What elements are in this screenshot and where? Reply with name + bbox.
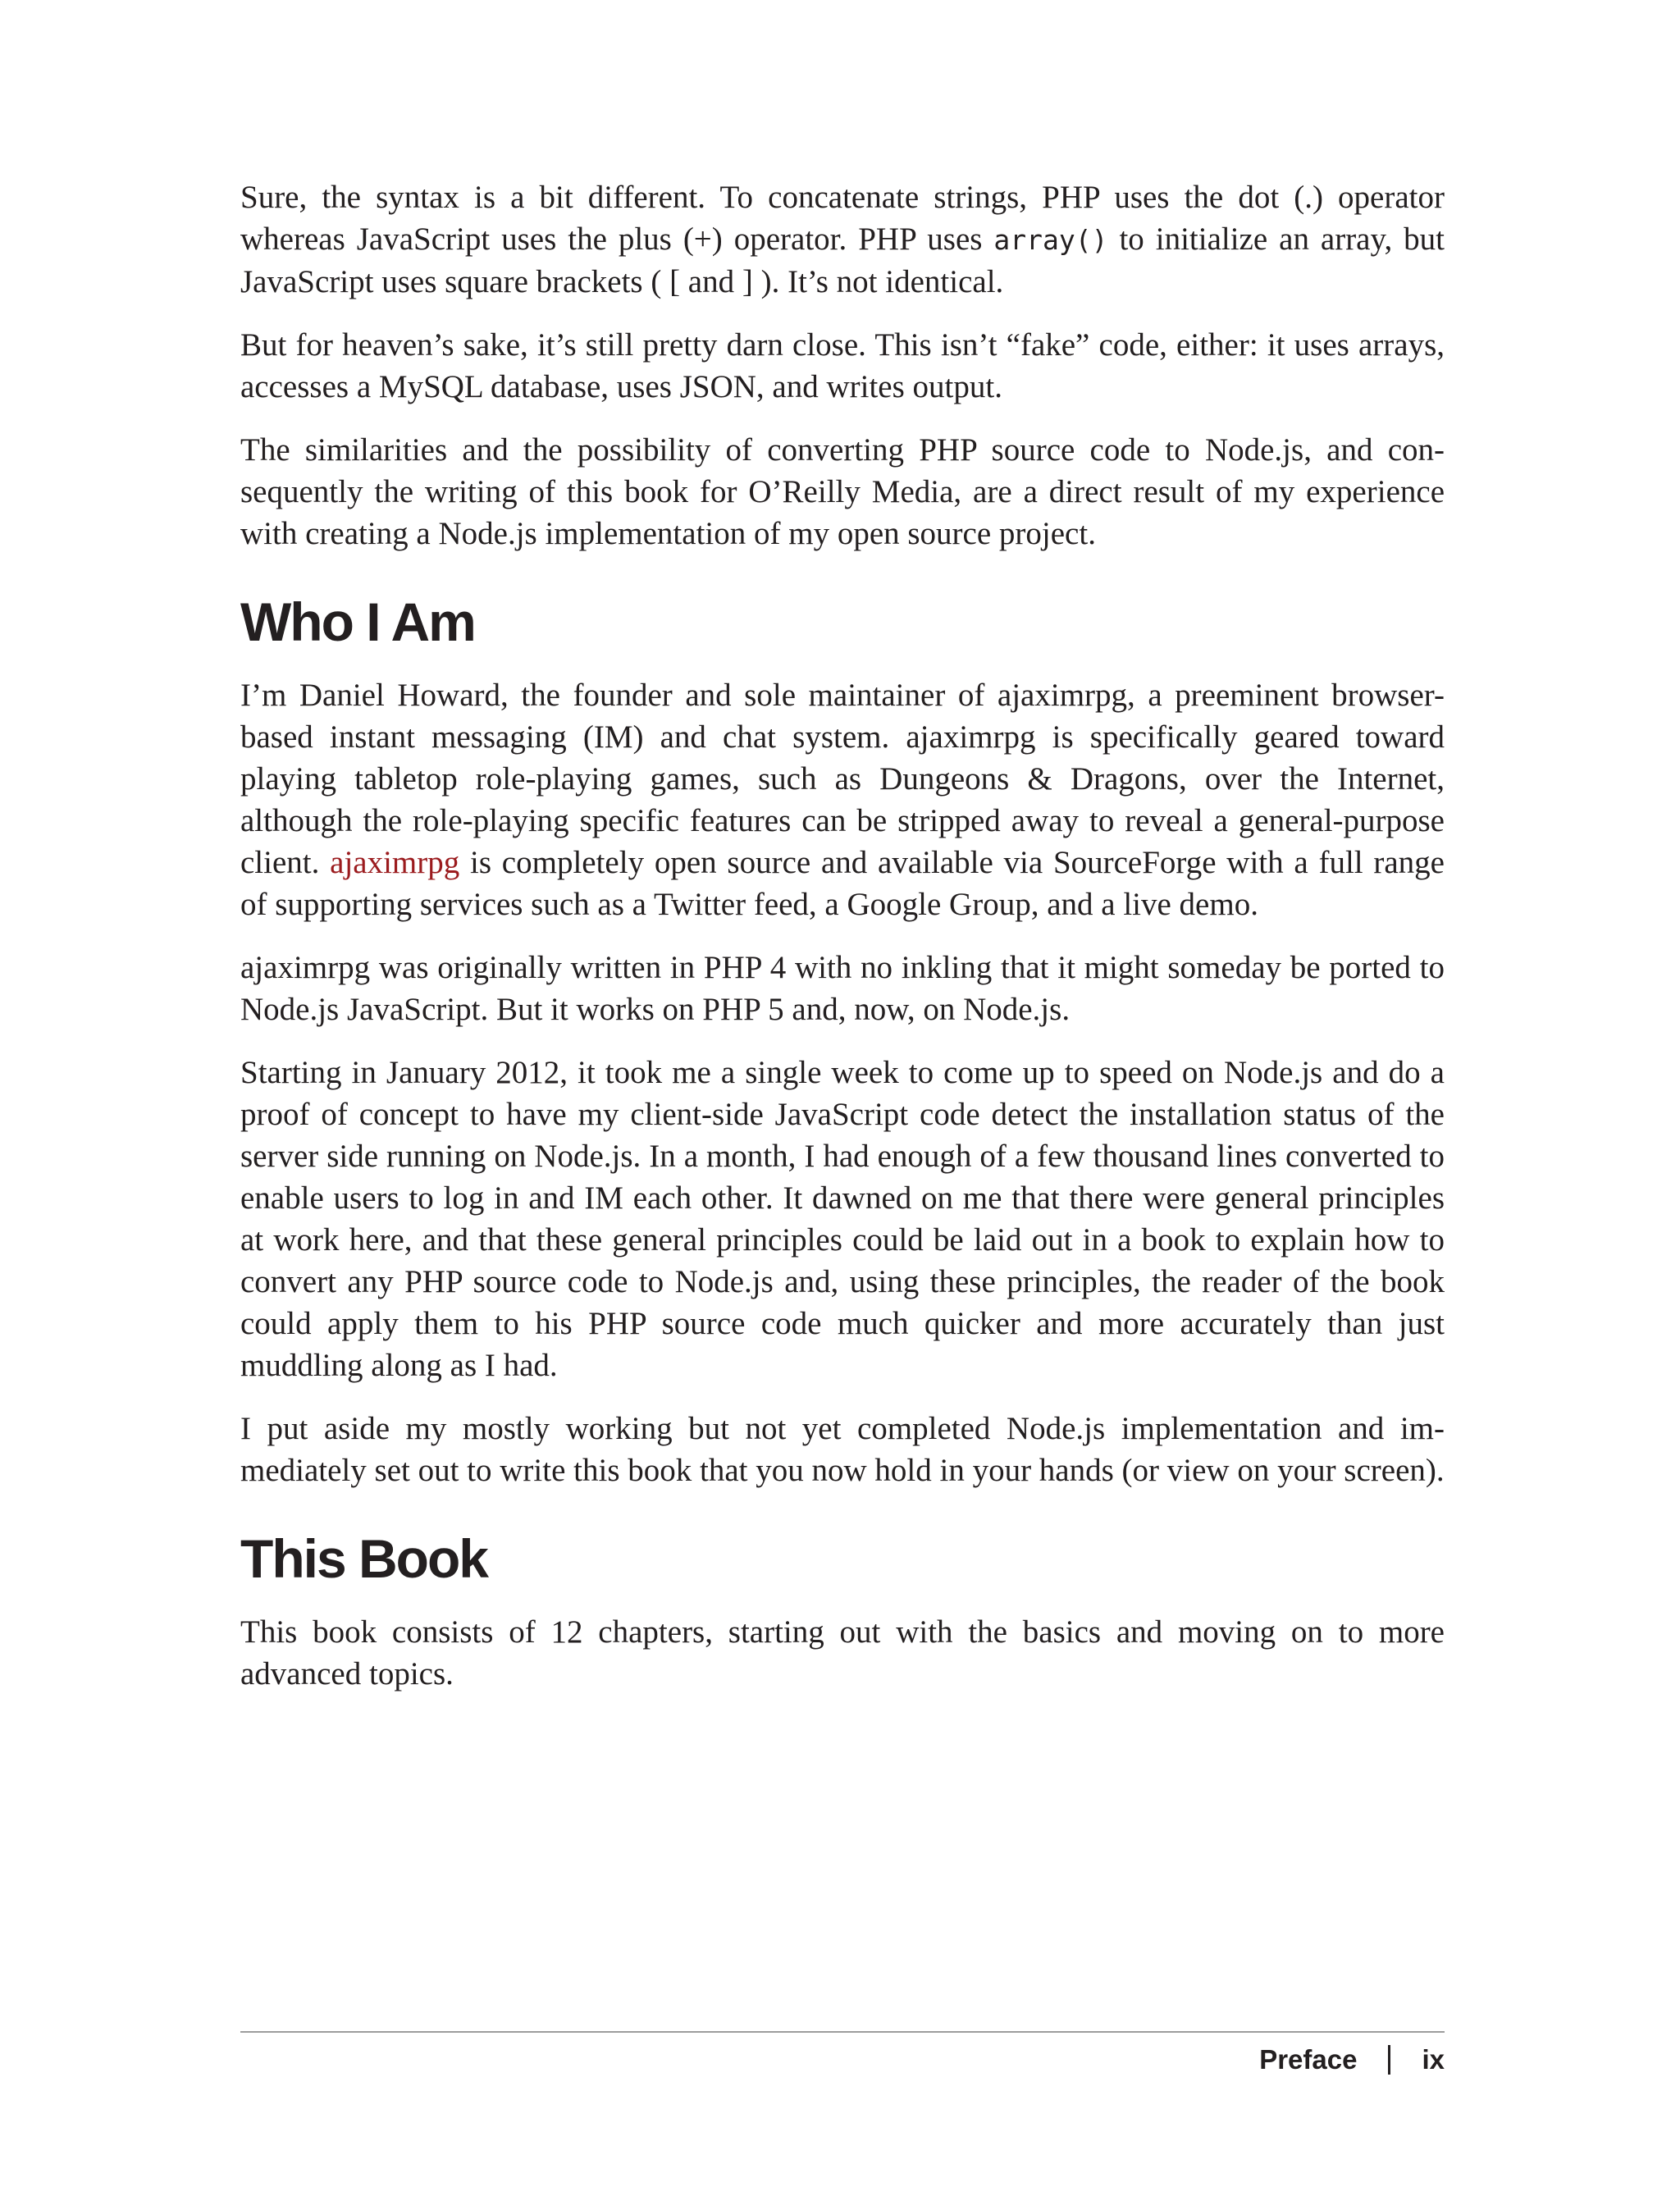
- inline-code: array(): [993, 224, 1108, 256]
- paragraph-close: But for heaven’s sake, it’s still pretty darn close. This isn’t “fake” code, either: it uses arrays, accesses a MySQL database, uses JSON, and writes output.: [240, 327, 1445, 404]
- page-footer: [1259, 2040, 1445, 2079]
- heading-who-i-am: Who I Am: [240, 591, 475, 652]
- paragraph-starting: Starting in January 2012, it took me a single week to come up to speed on Node.js and do a proof of concept to have my client-side JavaScript code detect the installation status of the server side running on Node.js. In a month, I had enough of a few thousand lines converted to enable users to log in and IM each other. It dawned on me that there were general principles at work here, and that these general principles could be laid out in a book to explain how to convert any PHP source code to Node.js and, using these principles, the reader of the book could apply them to his PHP source code much quicker and more accurately than just muddling along as I had.: [240, 1055, 1445, 1383]
- footer-rule: [240, 2031, 1445, 2033]
- footer-section-title: Preface: [1259, 2044, 1358, 2075]
- paragraph-similarities: The similarities and the possibility of converting PHP source code to Node.js, and consequently the writing of this book for O’Reilly Media, are a direct result of my experience with creating a Node.js implementation of my open source project.: [240, 432, 1445, 551]
- footer-separator: [1388, 2045, 1390, 2075]
- paragraph-intro-author: I’m Daniel Howard, the founder and sole maintainer of ajaximrpg, a preeminent browser-based instant messaging (IM) and chat system. ajaximrpg is specifically geared toward playing tabletop role-playing games, such as Dungeons & Dragons, over the Internet, although the role-playing specific features can be stripped away to reveal a general-purpose client. ajaximrpg is completely open source and available via SourceForge with a full range of supporting services such as a Twitter feed, a Google Group, and a live demo.: [240, 678, 1445, 922]
- paragraph-put-aside: I put aside my mostly working but not yet completed Node.js implementation and immediately set out to write this book that you now hold in your hands (or view on your screen).: [240, 1411, 1445, 1488]
- page-body: [240, 176, 1445, 1716]
- paragraph-syntax: Sure, the syntax is a bit different. To concatenate strings, PHP uses the dot (.) operator whereas JavaScript uses the plus (+) operator. PHP uses array() to initialize an array, but JavaScript uses square brackets ( [ and ] ). It’s not identical.: [240, 180, 1445, 299]
- paragraph-chapters: This book consists of 12 chapters, starting out with the basics and moving on to more advanced topics.: [240, 1614, 1445, 1691]
- ajaximrpg-link[interactable]: ajaximrpg: [330, 845, 460, 880]
- paragraph-history: ajaximrpg was originally written in PHP 4 with no inkling that it might someday be ported to Node.js JavaScript. But it works on PHP 5 and, now, on Node.js.: [240, 950, 1445, 1027]
- heading-this-book: This Book: [240, 1528, 488, 1589]
- page-number: ix: [1422, 2044, 1445, 2075]
